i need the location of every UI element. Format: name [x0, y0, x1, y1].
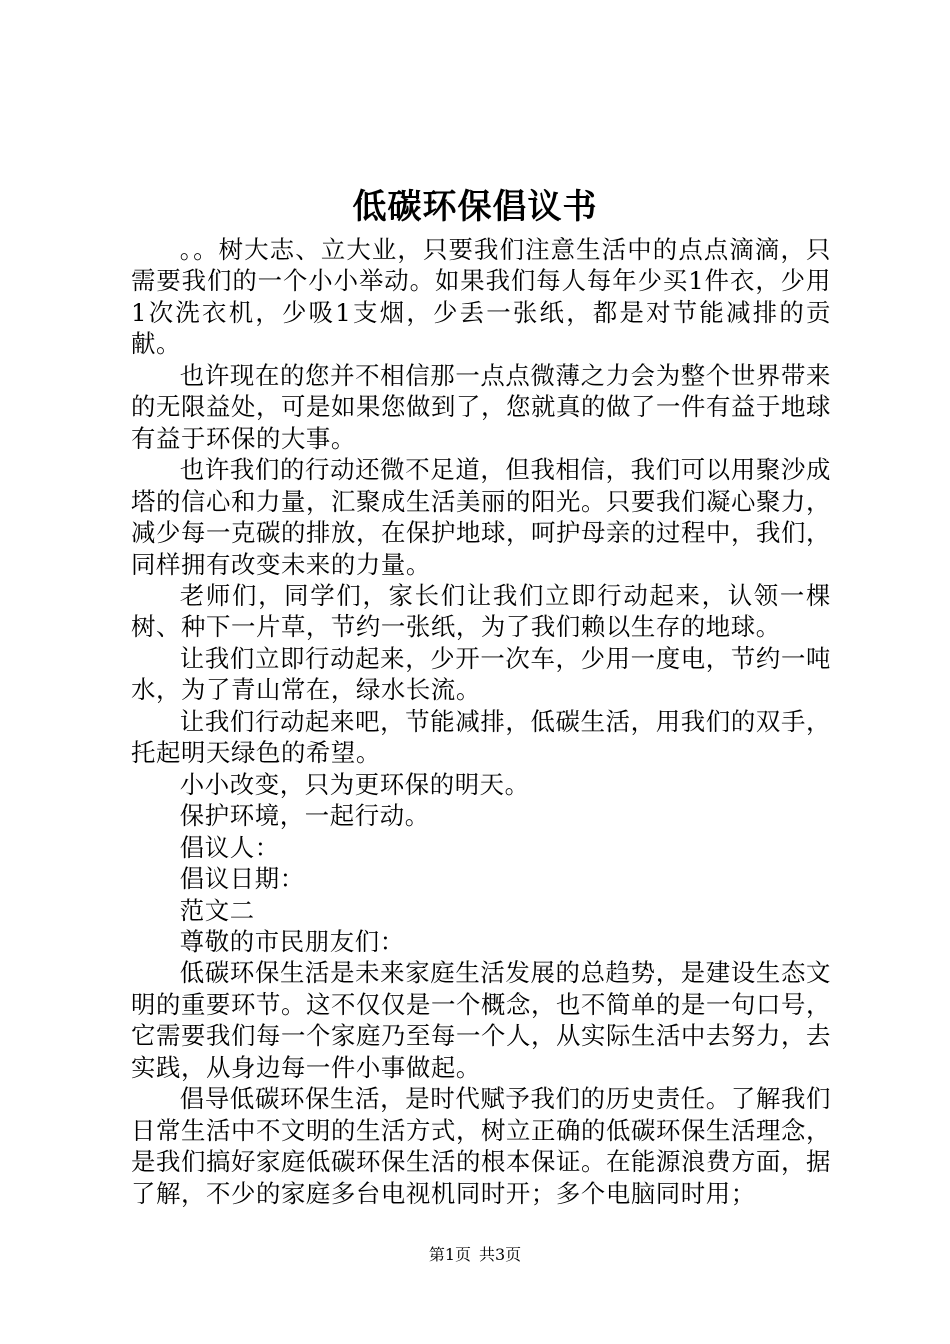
- page-footer: [0, 1244, 950, 1266]
- document-body: [131, 234, 831, 1209]
- paragraph: 也许现在的您并不相信那一点点微薄之力会为整个世界带来的无限益处，可是如果您做到了，您就真的做了一件有益于地球有益于环保的大事。: [131, 360, 831, 453]
- document-title: 低碳环保倡议书: [352, 187, 598, 227]
- paragraph: 小小改变，只为更环保的明天。: [179, 769, 530, 799]
- paragraph: 倡导低碳环保生活，是时代赋予我们的历史责任。了解我们日常生活中不文明的生活方式，树立正确的低碳环保生活理念，是我们搞好家庭低碳环保生活的根本保证。在能源浪费方面，据了解，不少的家庭多台电视机同时开；多个电脑同时用；: [131, 1084, 831, 1208]
- page-number: 第1页: [428, 1245, 471, 1264]
- paragraph: 让我们立即行动起来，少开一次车，少用一度电，节约一吨水，为了青山常在，绿水长流。: [131, 643, 831, 705]
- section-heading: 范文二: [179, 895, 255, 925]
- date-line: 倡议日期：: [179, 864, 305, 894]
- paragraph: 低碳环保生活是未来家庭生活发展的总趋势，是建设生态文明的重要环节。这不仅仅是一个概念，也不简单的是一句口号，它需要我们每一个家庭乃至每一个人，从实际生活中去努力，去实践，从身边每一件小事做起。: [131, 958, 831, 1082]
- paragraph: 也许我们的行动还微不足道，但我相信，我们可以用聚沙成塔的信心和力量，汇聚成生活美丽的阳光。只要我们凝心聚力，减少每一克碳的排放，在保护地球，呵护母亲的过程中，我们，同样拥有改变未来的力量。: [131, 455, 831, 579]
- paragraph: 让我们行动起来吧，节能减排，低碳生活，用我们的双手，托起明天绿色的希望。: [131, 706, 831, 768]
- proposer-line: 倡议人：: [179, 832, 280, 862]
- paragraph: 老师们，同学们，家长们让我们立即行动起来，认领一棵树、种下一片草，节约一张纸，为了我们赖以生存的地球。: [131, 580, 831, 642]
- page-total: 共3页: [479, 1245, 522, 1264]
- salutation: 尊敬的市民朋友们：: [179, 926, 405, 956]
- paragraph: 。。树大志、立大业，只要我们注意生活中的点点滴滴，只需要我们的一个小小举动。如果我们每人每年少买1件衣，少用1次洗衣机，少吸1支烟，少丢一张纸，都是对节能减排的贡献。: [131, 235, 831, 359]
- paragraph: 保护环境，一起行动。: [179, 801, 430, 831]
